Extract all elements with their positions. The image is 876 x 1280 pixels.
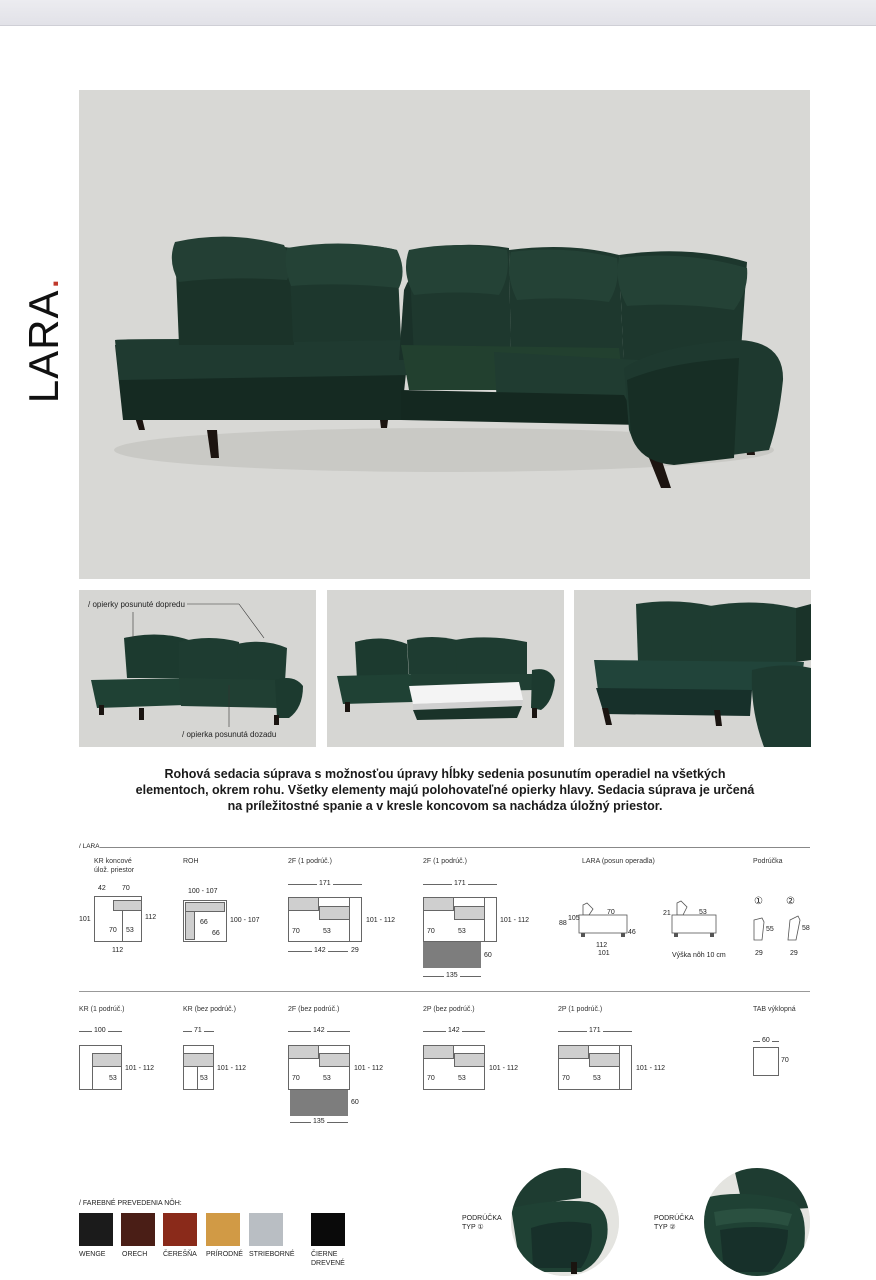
swatch-orech[interactable] — [121, 1213, 155, 1246]
dim-label: 58 — [802, 925, 810, 932]
dim-label: 70 — [292, 928, 300, 935]
armrest-type-1-photo — [511, 1168, 619, 1276]
dim-label: 53 — [699, 909, 707, 916]
dim-label: 101 - 112 — [217, 1065, 247, 1072]
dim-label: 70 — [607, 909, 615, 916]
armrest-type-2-line-1: PODRÚČKA — [654, 1215, 694, 1222]
hero-sofa-photo — [79, 90, 810, 579]
dim-label: 112 — [145, 914, 157, 921]
thumb-bed-extended — [327, 590, 564, 747]
module-title: 2F (1 podrúč.) — [288, 858, 332, 865]
dim-label: 101 - 112 — [354, 1065, 384, 1072]
dim-label: 171 — [589, 1027, 601, 1034]
module-title: LARA (posun operadla) — [582, 858, 655, 865]
armrest-type-1-line-2: TYP ① — [462, 1224, 484, 1231]
module-title: 2P (bez podrúč.) — [423, 1006, 475, 1013]
dim-label: 100 - 107 — [230, 917, 260, 924]
dim-label: 70 — [427, 928, 435, 935]
dim-label: 171 — [454, 880, 466, 887]
armrest-type-2-label — [654, 1214, 694, 1232]
note-back: / opierka posunutá dozadu — [182, 730, 277, 739]
module-title: 2P (1 podrúč.) — [558, 1006, 603, 1013]
dim-label: 70 — [781, 1057, 789, 1064]
armrest-type-1-line-1: PODRÚČKA — [462, 1215, 502, 1222]
dim-label: 46 — [628, 929, 636, 936]
section-rule — [100, 847, 810, 848]
thumb-detail-chaise — [574, 590, 811, 747]
module-title: Podrúčka — [753, 858, 783, 865]
dim-label: 135 — [446, 972, 458, 979]
description-line-3: na príležitostné spanie a v kresle koncovom sa nachádza úložný priestor. — [227, 799, 663, 813]
dim-label: 100 - 107 — [188, 888, 218, 895]
dim-label: 29 — [755, 950, 763, 957]
brand-dot: . — [20, 276, 67, 290]
dim-label: 60 — [762, 1037, 770, 1044]
dim-label: 142 — [313, 1027, 325, 1034]
dim-label: 53 — [458, 1075, 466, 1082]
product-description — [110, 766, 780, 814]
dim-label: 101 - 112 — [636, 1065, 666, 1072]
dim-label: 70 — [427, 1075, 435, 1082]
description-line-2: elementoch, okrem rohu. Všetky elementy majú polohovateľné opierky hlavy. Sedacia súprava je určená — [135, 783, 755, 797]
dim-label: 105 — [568, 915, 580, 922]
armrest-type-2-line-2: TYP ② — [654, 1224, 676, 1231]
note-front: / opierky posunuté dopredu — [88, 600, 185, 609]
dim-label: 70 — [292, 1075, 300, 1082]
swatch-label-line-1: ČIERNE — [311, 1251, 338, 1258]
dim-label: 53 — [126, 927, 134, 934]
section-label: / LARA — [79, 843, 100, 850]
dim-label: 55 — [766, 926, 774, 933]
swatch-label: WENGE — [79, 1251, 106, 1258]
dim-label: 53 — [323, 1075, 331, 1082]
module-title: TAB výklopná — [753, 1006, 796, 1013]
swatch-label: STRIEBORNÉ — [249, 1251, 295, 1258]
armrest-type-1-marker: ① — [754, 896, 763, 907]
dim-label: 142 — [314, 947, 326, 954]
swatch-prirodne[interactable] — [206, 1213, 240, 1246]
dim-label: 88 — [559, 920, 567, 927]
armrest-type-2-marker: ② — [786, 896, 795, 907]
armrest-type-2-photo — [704, 1168, 810, 1276]
module-title: KR (bez podrúč.) — [183, 1006, 236, 1013]
dim-label: 101 - 112 — [125, 1065, 155, 1072]
dim-label: 53 — [323, 928, 331, 935]
dim-label: 70 — [122, 885, 130, 892]
dim-label: 21 — [663, 910, 671, 917]
dim-label: 135 — [313, 1118, 325, 1125]
dim-label: 53 — [458, 928, 466, 935]
dim-label: 101 - 112 — [366, 917, 396, 924]
module-subtitle: úlož. priestor — [94, 867, 135, 874]
module-title: KR koncové — [94, 858, 132, 865]
swatch-label: ČEREŠŇA — [163, 1251, 197, 1258]
swatch-cierne-drevene[interactable] — [311, 1213, 345, 1246]
dim-label: 70 — [109, 927, 117, 934]
dim-label: 71 — [194, 1027, 202, 1034]
dim-label: 100 — [94, 1027, 106, 1034]
swatch-label: PRÍRODNÉ — [206, 1251, 243, 1258]
dim-label: 66 — [212, 930, 220, 937]
armrest-type-1-label — [462, 1214, 502, 1232]
dim-label: 101 - 112 — [500, 917, 530, 924]
swatch-label: ORECH — [122, 1251, 148, 1258]
dim-label: 112 — [112, 947, 124, 954]
module-title: KR (1 podrúč.) — [79, 1006, 125, 1013]
legs-colors-title: / FAREBNÉ PREVEDENIA NÔH: — [79, 1200, 182, 1207]
dim-label: 142 — [448, 1027, 460, 1034]
dim-label: 101 - 112 — [489, 1065, 519, 1072]
dim-label: 112 — [596, 942, 608, 949]
swatch-wenge[interactable] — [79, 1213, 113, 1246]
swatch-label-line-2: DREVENÉ — [311, 1260, 345, 1267]
dim-label: 53 — [200, 1075, 208, 1082]
dim-label: 101 — [79, 916, 91, 923]
dim-label: 29 — [351, 947, 359, 954]
module-title: ROH — [183, 858, 199, 865]
description-line-1: Rohová sedacia súprava s možnosťou úpravy hĺbky sedenia posunutím operadiel na všetkých — [164, 767, 726, 781]
module-title: 2F (bez podrúč.) — [288, 1006, 340, 1013]
browser-top-bar — [0, 0, 876, 26]
dim-label: 171 — [319, 880, 331, 887]
swatch-label — [311, 1250, 345, 1268]
dim-label: 53 — [593, 1075, 601, 1082]
legs-height-note: Výška nôh 10 cm — [672, 952, 726, 959]
row-divider — [79, 991, 810, 992]
thumb-headrests-moved — [79, 590, 316, 747]
brand-name: LARA — [20, 289, 67, 404]
dim-label: 70 — [562, 1075, 570, 1082]
dim-label: 101 — [598, 950, 610, 957]
dim-label: 42 — [98, 885, 106, 892]
swatch-ceresna[interactable] — [163, 1213, 197, 1246]
dim-label: 60 — [351, 1099, 359, 1106]
module-title: 2F (1 podrúč.) — [423, 858, 467, 865]
dim-label: 66 — [200, 919, 208, 926]
dim-label: 60 — [484, 952, 492, 959]
swatch-strieborne[interactable] — [249, 1213, 283, 1246]
dim-label: 29 — [790, 950, 798, 957]
dim-label: 53 — [109, 1075, 117, 1082]
brand-title — [14, 276, 74, 404]
